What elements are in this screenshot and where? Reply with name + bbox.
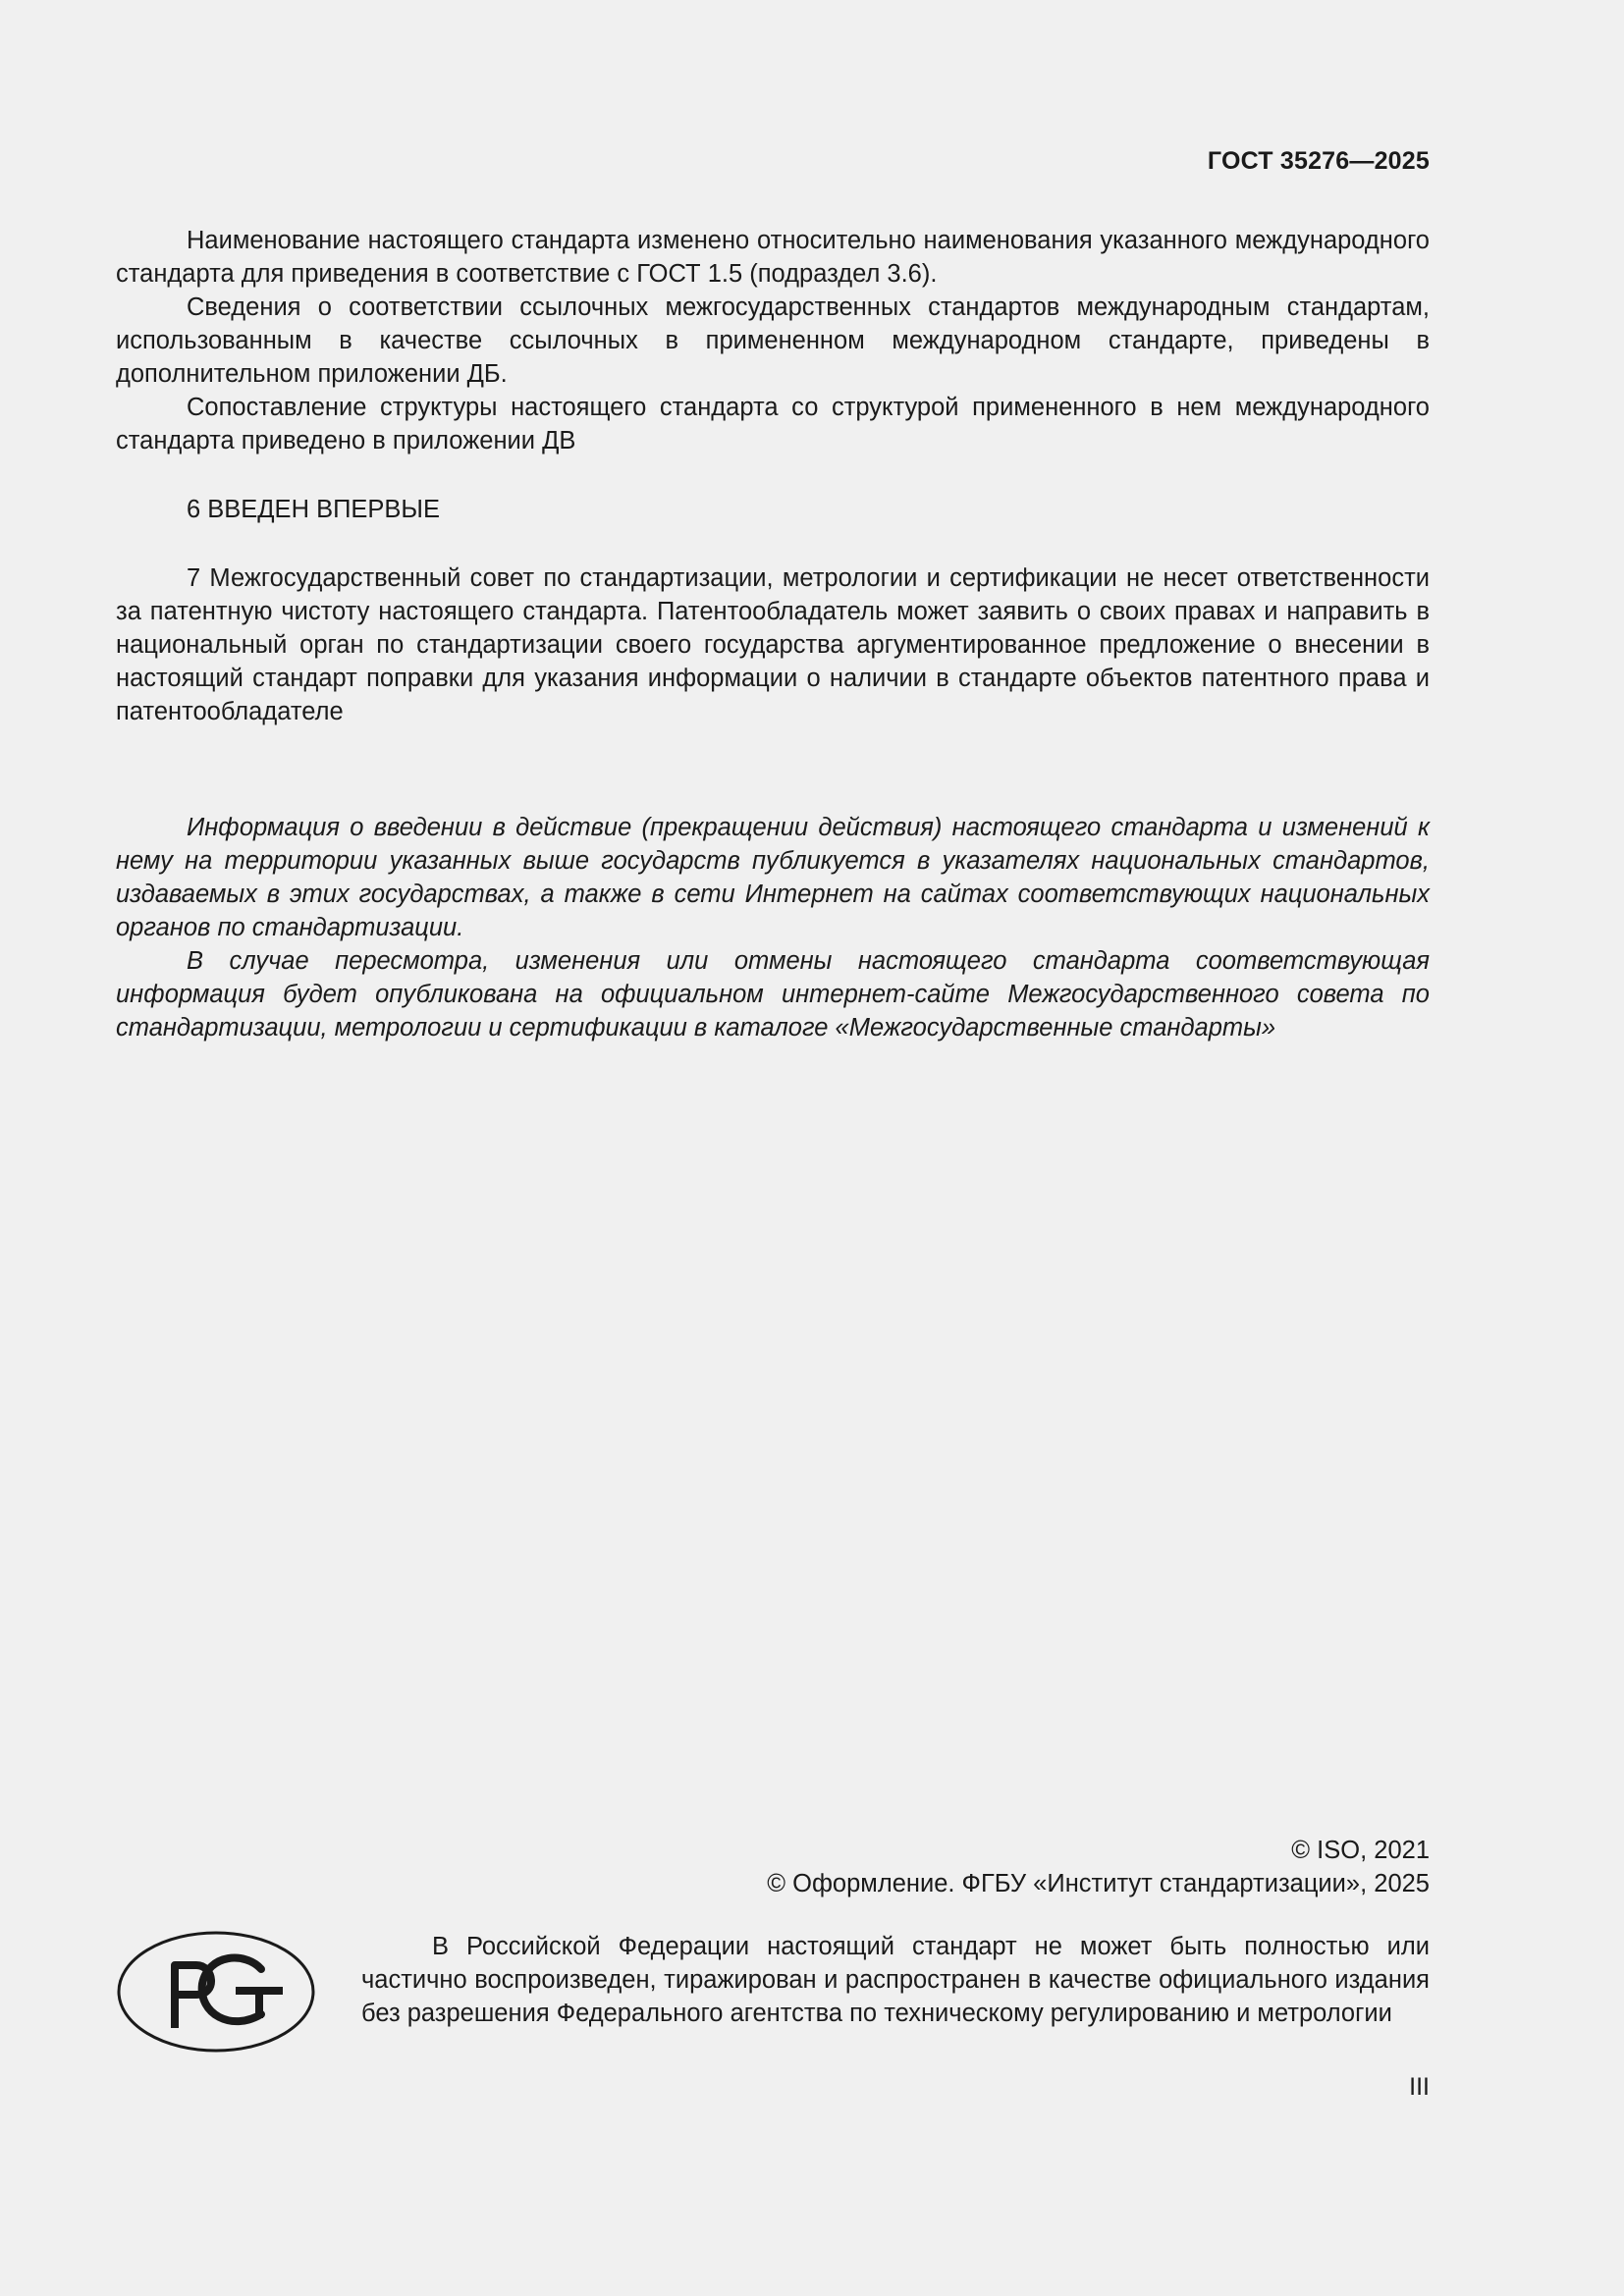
rf-notice — [361, 1930, 1430, 2030]
paragraph-references: Сведения о соответствии ссылочных межгосударственных стандартов международным стандартам, использованным в качестве ссылочных в примененном международном стандарте, приведены в дополнительном приложении ДБ. — [116, 294, 1430, 388]
main-content — [116, 224, 1430, 728]
notice-paragraph-2: В случае пересмотра, изменения или отмены настоящего стандарта соответствующая информация будет опубликована на официальном интернет-сайте Межгосударственного совета по стандартизации, метрологии и сертификации в каталоге «Межгосударственные стандарты» — [116, 947, 1430, 1041]
rf-notice-text: В Российской Федерации настоящий стандарт не может быть полностью или частично воспроизведен, тиражирован и распространен в качестве официального издания без разрешения Федерального агентства по техническому регулированию и метрологии — [361, 1933, 1430, 2027]
paragraph-structure: Сопоставление структуры настоящего стандарта со структурой примененного в нем международного стандарта приведено в приложении ДВ — [116, 394, 1430, 454]
document-code: ГОСТ 35276—2025 — [1207, 147, 1430, 175]
paragraph-name-change: Наименование настоящего стандарта изменено относительно наименования указанного международного стандарта для приведения в соответствие с ГОСТ 1.5 (подраздел 3.6). — [116, 227, 1430, 288]
item-7: 7 Межгосударственный совет по стандартизации, метрологии и сертификации не несет ответственности за патентную чистоту настоящего стандарта. Патентообладатель может заявить о своих правах и направить в национальный орган по стандартизации своего государства аргументированное предложение о внесении в настоящий стандарт поправки для указания информации о наличии в стандарте объектов патентного права и патентообладателе — [116, 564, 1430, 725]
item-6: 6 ВВЕДЕН ВПЕРВЫЕ — [187, 496, 441, 523]
notice-paragraph-1: Информация о введении в действие (прекращении действия) настоящего стандарта и изменений к нему на территории указанных выше государств публикуется в указателях национальных стандартов, издаваемых в этих государствах, а также в сети Интернет на сайтах соответствующих национальных органов по стандартизации. — [116, 814, 1430, 941]
page-number: III — [1409, 2073, 1430, 2101]
copyright-iso: © ISO, 2021 — [1291, 1837, 1430, 1864]
rst-logo-icon — [116, 1930, 316, 2054]
copyright-block — [767, 1834, 1430, 1900]
notice-block — [116, 811, 1430, 1044]
copyright-design: © Оформление. ФГБУ «Институт стандартизации», 2025 — [767, 1870, 1430, 1897]
